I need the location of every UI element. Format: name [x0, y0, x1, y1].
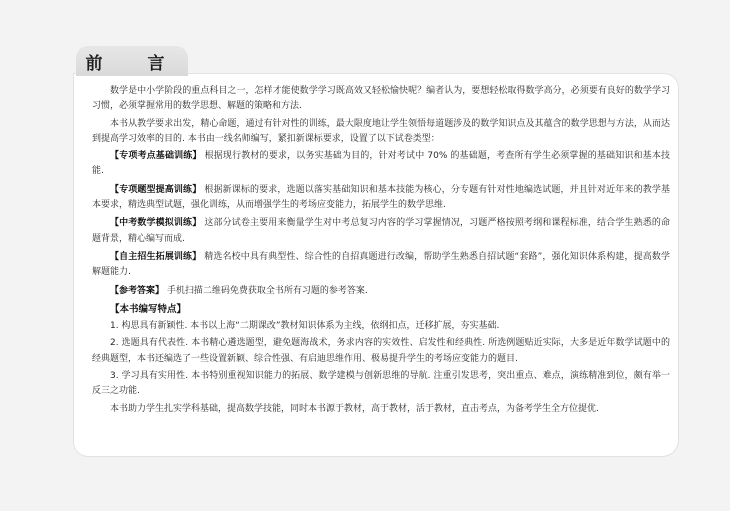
- section-advanced-training: [92, 183, 670, 214]
- section-answers-label: 【参考答案】: [110, 285, 165, 296]
- section-enrollment-training-label: 【自主招生拓展训练】: [110, 251, 202, 262]
- section-basic-training: [92, 149, 670, 180]
- section-basic-training-label: 【专项考点基础训练】: [110, 151, 202, 162]
- preface-title: 前 言: [76, 46, 188, 76]
- feature-item-2: 2. 选题具有代表性. 本书精心遴选题型，避免题海战术，务求内容的实效性、启发性和经典性. 所选例题贴近实际，大多是近年数学试题中的经典题型，本书还编选了一些设置新颖、综合性强、有启迪思维作用、极易提升学生的考场应变能力的题目.: [92, 338, 670, 364]
- section-advanced-training-text: 根据新课标的要求，选题以落实基础知识和基本技能为核心，分专题有针对性地编选试题，并且针对近年来的教学基本要求，精选典型试题，强化训练，从而增强学生的考场应变能力，拓展学生的数学思维.: [92, 184, 670, 211]
- paragraph-purpose: 本书从教学要求出发，精心命题，通过有针对性的训练，最大限度地让学生领悟每道题涉及的数学知识点及其蕴含的数学思想与方法，从而达到提高学习效率的目的. 本书由一线名师编写，紧扣新课标要求，设置了以下试卷类型：: [92, 118, 670, 144]
- section-answers: [92, 284, 670, 299]
- features-heading: 【本书编写特点】: [110, 303, 187, 315]
- section-mock-exam-label: 【中考数学模拟训练】: [110, 218, 202, 229]
- paragraph-intro: 数学是中小学阶段的重点科目之一，怎样才能使数学学习既高效又轻松愉快呢？编者认为，要想轻松取得数学高分，必须要有良好的数学学习习惯，必须掌握常用的数学思想、解题的策略和方法.: [92, 86, 670, 112]
- section-answers-text: 手机扫描二维码免费获取全书所有习题的参考答案.: [166, 285, 368, 296]
- preface-body: [92, 84, 670, 419]
- section-enrollment-training-text: 精选名校中具有典型性、综合性的自招真题进行改编，帮助学生熟悉自招试题“套路”，强化知识体系构建，提高数学解题能力.: [92, 251, 670, 278]
- section-mock-exam: [92, 216, 670, 247]
- section-enrollment-training: [92, 250, 670, 281]
- section-basic-training-text: 根据现行教材的要求，以务实基础为目的，针对考试中 70% 的基础题，考查所有学生必须掌握的基础知识和基本技能.: [92, 151, 670, 177]
- paragraph-closing: 本书助力学生扎实学科基础，提高数学技能，同时本书源于教材，高于教材，活于教材，直击考点，为备考学生全方位提优.: [110, 403, 599, 414]
- section-mock-exam-text: 这部分试卷主要用来衡量学生对中考总复习内容的学习掌握情况，习题严格按照考纲和课程标准，结合学生熟悉的命题背景，精心编写而成.: [92, 218, 670, 244]
- feature-item-3: 3. 学习具有实用性. 本书特别重视知识能力的拓展、数学建模与创新思维的导航. 注重引发思考，突出重点、难点，演练精准到位，颇有举一反三之功能.: [92, 371, 670, 397]
- feature-item-1: 1. 构思具有新颖性. 本书以上海“二期课改”教材知识体系为主线，依纲扣点，迁移扩展，夯实基础.: [110, 321, 500, 332]
- section-advanced-training-label: 【专项题型提高训练】: [110, 184, 202, 195]
